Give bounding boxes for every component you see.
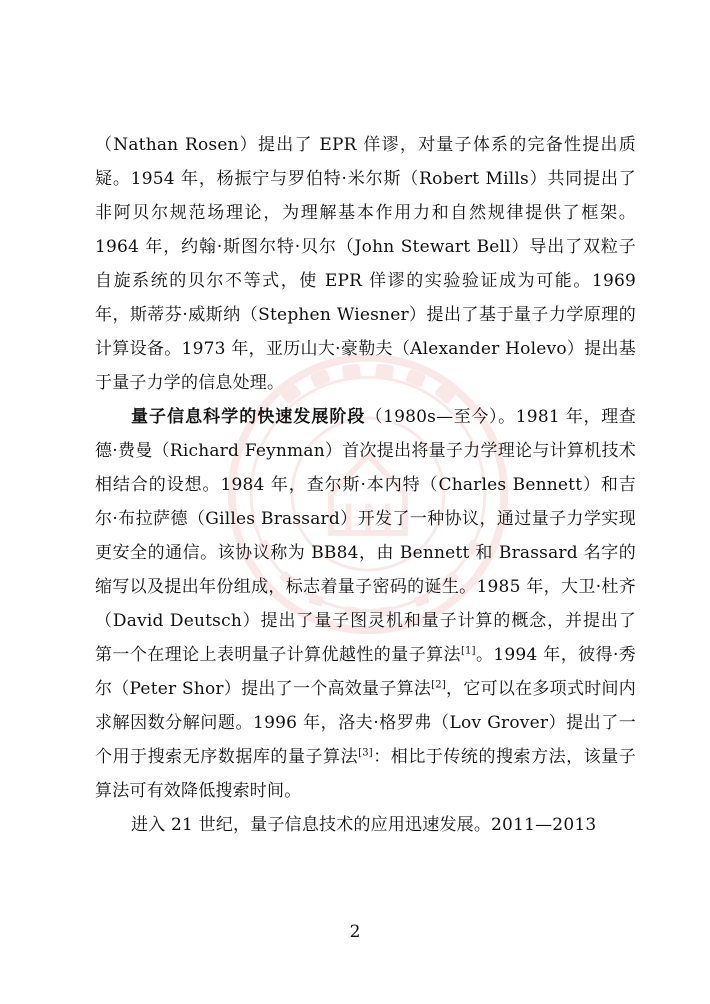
reference-1: [1]: [460, 645, 476, 657]
paragraph-1: [95, 128, 636, 400]
paragraph-2: [95, 400, 636, 808]
reference-3: [3]: [358, 747, 373, 759]
paragraph-1-text: （Nathan Rosen）提出了 EPR 佯谬，对量子体系的完备性提出质疑。1954 年，杨振宁与罗伯特·米尔斯（Robert Mills）共同提出了非阿贝尔规范场理论，为理解基本作用力和自然规律提供了框架。1964 年，约翰·斯图尔特·贝尔（John Stewart Bell）导出了双粒子自旋系统的贝尔不等式，使 EPR 佯谬的实验验证成为可能。1969 年，斯蒂芬·威斯纳（Stephen Wiesner）提出了基于量子力学原理的计算设备。1973 年，亚历山大·豪勒夫（Alexander Holevo）提出基于量子力学的信息处理。: [95, 135, 636, 393]
paragraph-3: [95, 808, 636, 842]
page-number: 2: [349, 922, 361, 942]
paragraph-3-text: 进入 21 世纪，量子信息技术的应用迅速发展。2011—2013: [131, 815, 597, 835]
paragraph-2-text-d: ：相比于传统的搜索方法，该量子算法可有效降低搜索时间。: [95, 747, 637, 801]
document-body: [95, 128, 636, 842]
reference-2: [2]: [431, 679, 446, 691]
section-heading-inline: 量子信息科学的快速发展阶段: [131, 407, 366, 427]
paragraph-2-text-b: 。1994 年，彼得·秀尔（Peter Shor）提出了一个高效量子算法: [95, 645, 636, 699]
paragraph-2-text-a: （1980s—至今）。1981 年，理查德·费曼（Richard Feynman）首次提出将量子力学理论与计算机技术相结合的设想。1984 年，查尔斯·本内特（Charles Bennett）和吉尔·布拉萨德（Gilles Brassard）开发了一种协议，通过量子力学实现更安全的通信。该协议称为 BB84，由 Bennett 和 Brassard 名字的缩写以及提出年份组成，标志着量子密码的诞生。1985 年，大卫·杜齐（David Deutsch）提出了量子图灵机和量子计算的概念，并提出了第一个在理论上表明量子计算优越性的量子算法: [95, 407, 637, 665]
paragraph-2-text-c: ，它可以在多项式时间内求解因数分解问题。1996 年，洛夫·格罗弗（Lov Grover）提出了一个用于搜索无序数据库的量子算法: [95, 679, 636, 767]
